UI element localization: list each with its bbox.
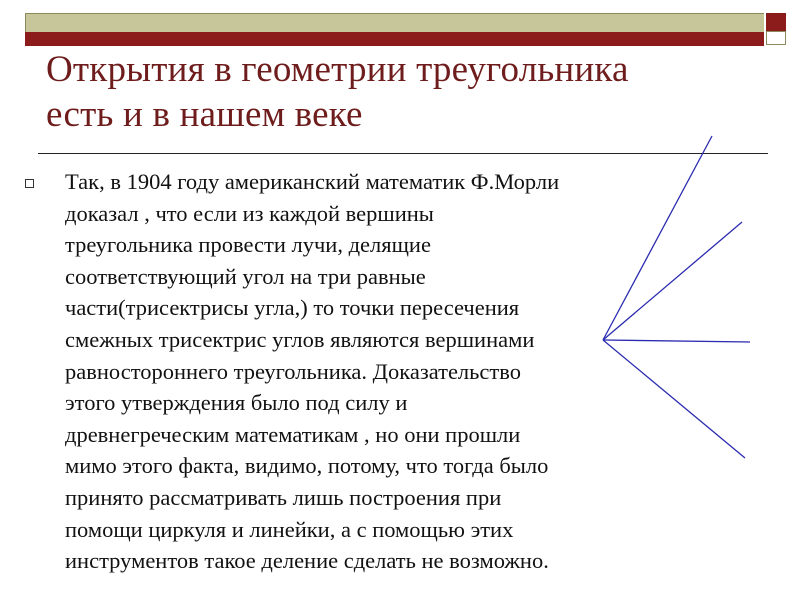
slide-title-line: Открытия в геометрии треугольника xyxy=(46,49,629,90)
body-paragraph xyxy=(65,166,665,577)
body-line: смежных трисектрис углов являются вершинами xyxy=(65,326,535,352)
corner-square-top xyxy=(766,13,786,31)
body-line: древнегреческим математикам , но они прошли xyxy=(65,421,521,447)
body-line: соответствующий угол на три равные xyxy=(65,263,426,289)
body-line: мимо этого факта, видимо, потому, что тогда было xyxy=(65,453,549,479)
body-line: равностороннего треугольника. Доказательство xyxy=(65,358,521,384)
body-line: помощи циркуля и линейки, а с помощью этих xyxy=(65,516,514,542)
hollow-square-bullet-icon xyxy=(25,179,34,188)
body-line: этого утверждения было под силу и xyxy=(65,390,408,416)
header-bar-red xyxy=(25,32,765,46)
title-divider xyxy=(38,153,768,154)
body-line: доказал , что если из каждой вершины xyxy=(65,200,434,226)
body-line: части(трисектрисы угла,) то точки пересечения xyxy=(65,295,520,321)
header-bar-olive xyxy=(25,13,765,33)
body-line: инструментов такое деление сделать не возможно. xyxy=(65,548,549,574)
body-line: Так, в 1904 году американский математик Ф.Морли xyxy=(65,169,560,194)
slide-title-line: есть и в нашем веке xyxy=(46,94,363,135)
body-line: треугольника провести лучи, делящие xyxy=(65,232,431,258)
corner-square-bottom xyxy=(766,31,786,45)
body-line: принято рассматривать лишь построения при xyxy=(65,484,502,510)
slide-title xyxy=(46,47,766,137)
